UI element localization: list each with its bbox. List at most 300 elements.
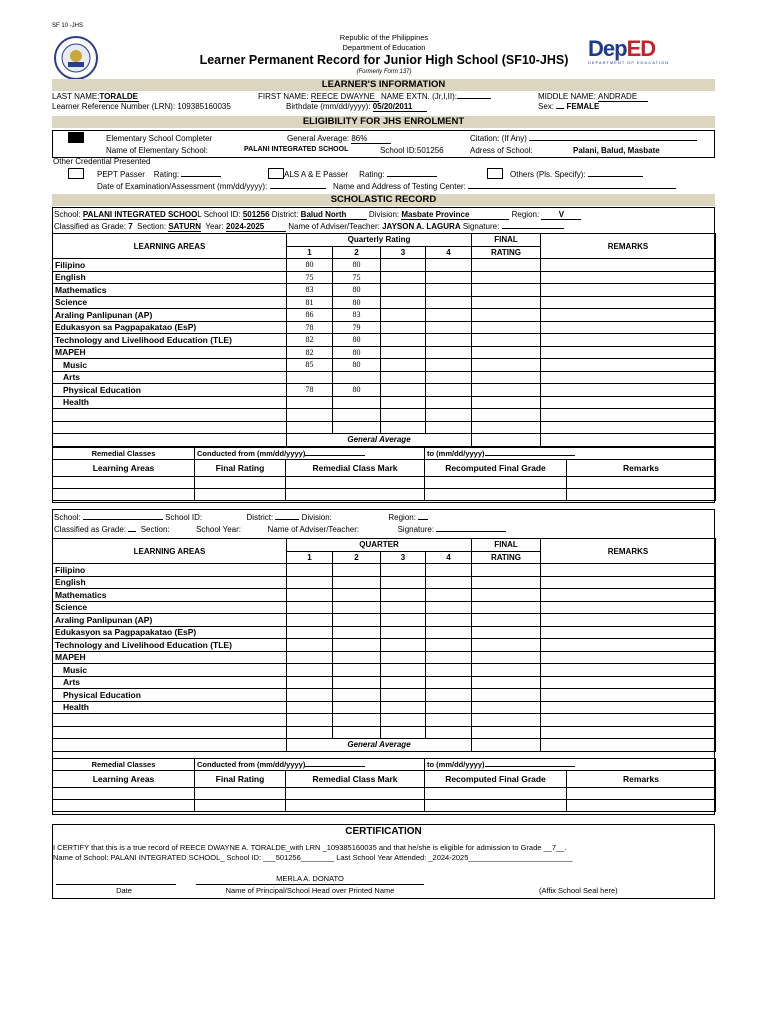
empty-cell[interactable] — [472, 421, 541, 434]
empty-grade-cell[interactable] — [381, 689, 426, 702]
empty-grade-cell[interactable] — [472, 271, 541, 284]
als-checkbox[interactable] — [268, 168, 284, 179]
grade-cell-q1[interactable]: 83 — [287, 284, 333, 297]
general-average-label: General Average — [287, 434, 472, 447]
record2-remedial-title: Remedial Classes — [53, 759, 195, 771]
record1-grades-table — [52, 233, 716, 447]
record1-grade-row — [54, 222, 564, 232]
empty-grade-cell[interactable] — [426, 271, 472, 284]
empty-grade-cell[interactable] — [426, 564, 472, 577]
record1-rem-cell[interactable] — [567, 489, 716, 501]
record1-rem-mark: Remedial Class Mark — [286, 460, 425, 477]
empty-grade-cell[interactable] — [426, 321, 472, 334]
subject-cell: MAPEH — [53, 346, 287, 359]
empty-grade-cell[interactable] — [541, 626, 716, 639]
birthdate-row — [286, 102, 427, 112]
record1-remedial-conducted — [195, 448, 425, 460]
first-name-row — [258, 92, 491, 102]
empty-grade-cell[interactable] — [333, 664, 381, 677]
grade-cell-q2[interactable]: 83 — [333, 309, 381, 322]
empty-grade-cell[interactable] — [541, 334, 716, 347]
grade-cell-q1[interactable]: 81 — [287, 296, 333, 309]
record2-rem-cell[interactable] — [286, 800, 425, 812]
subject-cell: Science — [53, 601, 287, 614]
record2-school-label: School: — [54, 513, 81, 522]
subject-cell: Edukasyon sa Pagpapakatao (EsP) — [53, 321, 287, 334]
empty-grade-cell[interactable] — [287, 626, 333, 639]
grade-cell-q2[interactable] — [333, 396, 381, 409]
principal-name: MERLA A. DONATO — [276, 874, 344, 883]
record1-rem-cell[interactable] — [195, 477, 286, 489]
empty-grade-cell[interactable] — [472, 259, 541, 272]
grade-cell-q2[interactable]: 80 — [333, 296, 381, 309]
empty-grade-cell[interactable] — [381, 396, 426, 409]
record1-school-row — [54, 210, 581, 220]
empty-grade-cell[interactable] — [472, 664, 541, 677]
empty-cell[interactable] — [333, 726, 381, 739]
grade-cell-q1[interactable]: 78 — [287, 321, 333, 334]
empty-grade-cell[interactable] — [426, 689, 472, 702]
empty-grade-cell[interactable] — [381, 576, 426, 589]
record2-q1-header: 1 — [287, 551, 333, 564]
als-rating-value — [387, 176, 437, 177]
scholastic-record-bar: SCHOLASTIC RECORD — [52, 194, 715, 206]
empty-grade-cell[interactable] — [381, 639, 426, 652]
table-row — [53, 346, 716, 359]
middle-name-value: ANDRADE — [598, 92, 648, 102]
record2-conducted-label: Conducted from (mm/dd/yyyy) — [197, 760, 306, 769]
empty-grade-cell[interactable] — [381, 259, 426, 272]
empty-grade-cell[interactable] — [541, 271, 716, 284]
record1-rem-cell[interactable] — [425, 477, 567, 489]
citation-label: Citation: (If Any) — [470, 134, 527, 143]
table-row — [53, 689, 716, 702]
empty-grade-cell[interactable] — [381, 564, 426, 577]
record1-school-label: School: — [54, 210, 81, 219]
empty-grade-cell[interactable] — [472, 371, 541, 384]
empty-cell[interactable] — [287, 421, 333, 434]
table-row — [53, 359, 716, 372]
empty-grade-cell[interactable] — [381, 334, 426, 347]
empty-grade-cell[interactable] — [426, 296, 472, 309]
empty-cell[interactable] — [53, 409, 287, 422]
record2-learning-areas-header: LEARNING AREAS — [53, 539, 287, 564]
seal-label: (Affix School Seal here) — [539, 886, 618, 895]
empty-grade-cell[interactable] — [426, 334, 472, 347]
empty-grade-cell[interactable] — [472, 396, 541, 409]
empty-grade-cell[interactable] — [381, 271, 426, 284]
empty-grade-cell[interactable] — [426, 651, 472, 664]
empty-grade-cell[interactable] — [472, 651, 541, 664]
subject-cell: Araling Panlipunan (AP) — [53, 309, 287, 322]
empty-grade-cell[interactable] — [333, 589, 381, 602]
table-row — [53, 284, 716, 297]
grade-cell-q1[interactable]: 86 — [287, 309, 333, 322]
grade-cell-q1[interactable] — [287, 371, 333, 384]
empty-grade-cell[interactable] — [381, 309, 426, 322]
empty-grade-cell[interactable] — [333, 676, 381, 689]
empty-grade-cell[interactable] — [426, 309, 472, 322]
general-average-value[interactable] — [472, 739, 541, 752]
empty-grade-cell[interactable] — [426, 639, 472, 652]
empty-grade-cell[interactable] — [426, 664, 472, 677]
record2-q2-header: 2 — [333, 551, 381, 564]
record2-division-label: Division: — [301, 513, 332, 522]
table-row — [53, 651, 716, 664]
record1-rem-cell[interactable] — [286, 477, 425, 489]
others-checkbox[interactable] — [487, 168, 503, 179]
empty-cell[interactable] — [287, 714, 333, 727]
empty-grade-cell[interactable] — [426, 676, 472, 689]
empty-grade-cell[interactable] — [541, 564, 716, 577]
empty-grade-cell[interactable] — [333, 689, 381, 702]
empty-grade-cell[interactable] — [426, 614, 472, 627]
empty-grade-cell[interactable] — [472, 346, 541, 359]
table-row — [53, 384, 716, 397]
record1-school-suffix: L — [197, 210, 202, 219]
empty-grade-cell[interactable] — [333, 651, 381, 664]
grade-cell-q2[interactable]: 80 — [333, 384, 381, 397]
empty-grade-cell[interactable] — [472, 689, 541, 702]
general-average-value[interactable] — [541, 739, 716, 752]
empty-grade-cell[interactable] — [381, 321, 426, 334]
table-row — [53, 409, 716, 422]
empty-cell[interactable] — [541, 409, 716, 422]
empty-grade-cell[interactable] — [333, 614, 381, 627]
empty-grade-cell[interactable] — [333, 564, 381, 577]
empty-grade-cell[interactable] — [541, 576, 716, 589]
empty-cell[interactable] — [381, 726, 426, 739]
record2-remedial-to — [425, 759, 716, 771]
empty-cell[interactable] — [381, 409, 426, 422]
empty-grade-cell[interactable] — [541, 259, 716, 272]
record2-quarter-header: QUARTER — [287, 539, 472, 552]
record2-region-label: Region: — [388, 513, 416, 522]
empty-grade-cell[interactable] — [541, 601, 716, 614]
empty-cell[interactable] — [426, 726, 472, 739]
empty-grade-cell[interactable] — [541, 309, 716, 322]
empty-grade-cell[interactable] — [287, 614, 333, 627]
empty-grade-cell[interactable] — [541, 676, 716, 689]
sex-row — [538, 102, 599, 111]
grade-cell-q2[interactable]: 80 — [333, 334, 381, 347]
table-row — [53, 296, 716, 309]
empty-grade-cell[interactable] — [426, 626, 472, 639]
empty-grade-cell[interactable] — [472, 626, 541, 639]
grade-cell-q2[interactable]: 80 — [333, 284, 381, 297]
record2-rem-recomputed: Recomputed Final Grade — [425, 771, 567, 788]
date-signature-line — [56, 884, 176, 885]
empty-cell[interactable] — [541, 714, 716, 727]
grade-cell-q1[interactable]: 80 — [287, 259, 333, 272]
empty-cell[interactable] — [426, 421, 472, 434]
empty-grade-cell[interactable] — [333, 626, 381, 639]
empty-grade-cell[interactable] — [381, 359, 426, 372]
empty-grade-cell[interactable] — [381, 701, 426, 714]
birthdate-value: 05/20/2011 — [373, 102, 427, 112]
empty-grade-cell[interactable] — [287, 676, 333, 689]
empty-grade-cell[interactable] — [426, 601, 472, 614]
grade-cell-q2[interactable] — [333, 371, 381, 384]
grade-cell-q2[interactable]: 79 — [333, 321, 381, 334]
record2-section-label: Section: — [140, 525, 170, 534]
empty-grade-cell[interactable] — [541, 359, 716, 372]
last-name-row — [52, 92, 139, 102]
empty-grade-cell[interactable] — [472, 676, 541, 689]
empty-grade-cell[interactable] — [472, 309, 541, 322]
empty-grade-cell[interactable] — [472, 576, 541, 589]
empty-cell[interactable] — [472, 409, 541, 422]
sex-label: Sex: — [538, 102, 555, 111]
republic-text: Republic of the Philippines — [339, 33, 429, 42]
empty-cell[interactable] — [541, 726, 716, 739]
exam-date-value — [270, 188, 326, 189]
record2-rem-cell[interactable] — [567, 800, 716, 812]
grade-cell-q2[interactable]: 75 — [333, 271, 381, 284]
empty-grade-cell[interactable] — [472, 359, 541, 372]
empty-grade-cell[interactable] — [426, 259, 472, 272]
empty-grade-cell[interactable] — [381, 296, 426, 309]
record2-rem-cell[interactable] — [425, 800, 567, 812]
citation-value — [529, 140, 697, 141]
empty-grade-cell[interactable] — [287, 589, 333, 602]
record1-adviser-label: Name of Adviser/Teacher: — [288, 222, 380, 231]
empty-grade-cell[interactable] — [472, 284, 541, 297]
empty-grade-cell[interactable] — [472, 639, 541, 652]
empty-grade-cell[interactable] — [381, 626, 426, 639]
last-name-value: TORALDE — [99, 92, 138, 101]
record2-year-label: School Year: — [196, 525, 242, 534]
exam-date-row — [97, 182, 326, 191]
grade-cell-q1[interactable]: 82 — [287, 346, 333, 359]
others-value — [588, 176, 643, 177]
empty-cell[interactable] — [472, 714, 541, 727]
empty-grade-cell[interactable] — [541, 384, 716, 397]
record1-rem-cell[interactable] — [195, 489, 286, 501]
birthdate-label: Birthdate (mm/dd/yyyy): — [286, 102, 371, 111]
empty-grade-cell[interactable] — [472, 321, 541, 334]
empty-cell[interactable] — [426, 409, 472, 422]
record2-final-header: FINAL — [472, 539, 541, 552]
empty-cell[interactable] — [53, 726, 287, 739]
general-average-value[interactable] — [541, 434, 716, 447]
table-row — [53, 714, 716, 727]
empty-grade-cell[interactable] — [287, 639, 333, 652]
record2-rem-cell[interactable] — [567, 788, 716, 800]
elem-completer-label: Elementary School Completer — [106, 134, 213, 143]
record1-school-value: PALANI INTEGRATED SCHOO — [82, 210, 198, 219]
empty-grade-cell[interactable] — [541, 664, 716, 677]
other-credential-label: Other Credential Presented — [53, 157, 151, 166]
empty-grade-cell[interactable] — [426, 284, 472, 297]
others-label: Others (Pls. Specify): — [510, 170, 586, 179]
empty-grade-cell[interactable] — [541, 589, 716, 602]
empty-grade-cell[interactable] — [381, 651, 426, 664]
certification-line2: Name of School: PALANI INTEGRATED SCHOOL_ School ID: ___501256________ Last School Year Attended: _2024-2025_________________________ — [53, 853, 573, 862]
record2-rem-cell[interactable] — [53, 800, 195, 812]
empty-grade-cell[interactable] — [381, 664, 426, 677]
empty-grade-cell[interactable] — [472, 296, 541, 309]
record1-learning-areas-header: LEARNING AREAS — [53, 234, 287, 259]
testing-center-value — [468, 188, 676, 189]
table-row — [53, 309, 716, 322]
record1-q1-header: 1 — [287, 246, 333, 259]
empty-grade-cell[interactable] — [426, 396, 472, 409]
pept-checkbox[interactable] — [68, 168, 84, 179]
empty-grade-cell[interactable] — [287, 664, 333, 677]
empty-grade-cell[interactable] — [541, 639, 716, 652]
empty-grade-cell[interactable] — [472, 384, 541, 397]
record1-rem-cell[interactable] — [286, 489, 425, 501]
elem-completer-checkbox[interactable] — [68, 132, 84, 143]
empty-grade-cell[interactable] — [287, 576, 333, 589]
empty-cell[interactable] — [333, 421, 381, 434]
empty-cell[interactable] — [333, 714, 381, 727]
record2-region-value — [418, 519, 428, 520]
exam-date-label: Date of Examination/Assessment (mm/dd/yyyy): — [97, 182, 268, 191]
record1-rem-cell[interactable] — [567, 477, 716, 489]
empty-grade-cell[interactable] — [333, 601, 381, 614]
last-name-label: LAST NAME: — [52, 92, 100, 101]
empty-grade-cell[interactable] — [472, 601, 541, 614]
empty-grade-cell[interactable] — [472, 564, 541, 577]
grade-cell-q2[interactable]: 80 — [333, 359, 381, 372]
elem-school-value: PALANI INTEGRATED SCHOOL — [244, 146, 349, 153]
subject-cell: Filipino — [53, 564, 287, 577]
empty-grade-cell[interactable] — [426, 371, 472, 384]
record2-signature-value — [436, 531, 506, 532]
record1-conducted-label: Conducted from (mm/dd/yyyy) — [197, 449, 306, 458]
empty-grade-cell[interactable] — [541, 296, 716, 309]
empty-grade-cell[interactable] — [541, 371, 716, 384]
grade-cell-q1[interactable]: 75 — [287, 271, 333, 284]
formerly-text: (Formerly Form 137) — [356, 69, 412, 75]
empty-grade-cell[interactable] — [426, 589, 472, 602]
empty-grade-cell[interactable] — [426, 346, 472, 359]
record2-rem-cell[interactable] — [195, 800, 286, 812]
grade-cell-q2[interactable]: 80 — [333, 346, 381, 359]
record2-rem-mark: Remedial Class Mark — [286, 771, 425, 788]
general-average-blank — [53, 739, 287, 752]
empty-grade-cell[interactable] — [381, 601, 426, 614]
empty-grade-cell[interactable] — [381, 284, 426, 297]
empty-grade-cell[interactable] — [541, 614, 716, 627]
principal-signature-line — [196, 884, 424, 885]
empty-grade-cell[interactable] — [287, 651, 333, 664]
grade-cell-q1[interactable]: 85 — [287, 359, 333, 372]
record2-rem-cell[interactable] — [195, 788, 286, 800]
record2-rem-cell[interactable] — [53, 788, 195, 800]
empty-grade-cell[interactable] — [472, 614, 541, 627]
empty-grade-cell[interactable] — [287, 601, 333, 614]
address-value: Palani, Balud, Masbate — [573, 146, 660, 155]
record1-rem-cell[interactable] — [53, 477, 195, 489]
grade-cell-q2[interactable]: 80 — [333, 259, 381, 272]
empty-grade-cell[interactable] — [472, 334, 541, 347]
empty-grade-cell[interactable] — [333, 701, 381, 714]
subject-cell: Arts — [53, 371, 287, 384]
record1-rem-cell[interactable] — [425, 489, 567, 501]
table-row — [53, 421, 716, 434]
empty-cell[interactable] — [381, 421, 426, 434]
empty-grade-cell[interactable] — [472, 589, 541, 602]
empty-cell[interactable] — [333, 409, 381, 422]
empty-cell[interactable] — [381, 714, 426, 727]
empty-grade-cell[interactable] — [381, 676, 426, 689]
empty-cell[interactable] — [426, 714, 472, 727]
empty-grade-cell[interactable] — [541, 396, 716, 409]
general-average-value[interactable] — [472, 434, 541, 447]
subject-cell: MAPEH — [53, 651, 287, 664]
empty-grade-cell[interactable] — [426, 384, 472, 397]
subject-cell: Music — [53, 664, 287, 677]
empty-grade-cell[interactable] — [541, 284, 716, 297]
empty-grade-cell[interactable] — [541, 701, 716, 714]
empty-grade-cell[interactable] — [381, 384, 426, 397]
grade-cell-q1[interactable]: 82 — [287, 334, 333, 347]
certification-line1: I CERTIFY that this is a true record of REECE DWAYNE A. TORALDE_with LRN _109385160035 and that he/she is eligible for admission to Grade __7__. — [53, 843, 567, 852]
record1-q4-header: 4 — [426, 246, 472, 259]
empty-grade-cell[interactable] — [287, 564, 333, 577]
empty-grade-cell[interactable] — [333, 576, 381, 589]
empty-cell[interactable] — [541, 421, 716, 434]
record2-rem-cell[interactable] — [286, 788, 425, 800]
empty-cell[interactable] — [287, 726, 333, 739]
empty-grade-cell[interactable] — [541, 346, 716, 359]
empty-grade-cell[interactable] — [541, 321, 716, 334]
record1-remarks-header: REMARKS — [541, 234, 716, 259]
record1-to-label: to (mm/dd/yyyy) — [427, 449, 485, 458]
pept-rating-label: Rating: — [153, 170, 180, 179]
grade-cell-q1[interactable]: 78 — [287, 384, 333, 397]
empty-grade-cell[interactable] — [426, 701, 472, 714]
empty-cell[interactable] — [53, 421, 287, 434]
subject-cell: Araling Panlipunan (AP) — [53, 614, 287, 627]
empty-cell[interactable] — [53, 714, 287, 727]
empty-grade-cell[interactable] — [426, 576, 472, 589]
record1-region-label: Region: — [511, 210, 540, 219]
name-extn-label: NAME EXTN. (Jr,I,II): — [381, 92, 458, 101]
empty-cell[interactable] — [287, 409, 333, 422]
empty-grade-cell[interactable] — [381, 589, 426, 602]
principal-label: Name of Principal/School Head over Printed Name — [225, 886, 395, 895]
first-name-value: REECE DWAYNE — [311, 92, 379, 102]
empty-grade-cell[interactable] — [381, 346, 426, 359]
record2-rem-learning-areas: Learning Areas — [53, 771, 195, 788]
empty-grade-cell[interactable] — [381, 614, 426, 627]
empty-grade-cell[interactable] — [381, 371, 426, 384]
table-row — [53, 626, 716, 639]
record1-rem-cell[interactable] — [53, 489, 195, 501]
record2-school-id-label: School ID: — [165, 513, 203, 522]
elem-school-id-value: 501256 — [416, 146, 444, 155]
empty-grade-cell[interactable] — [426, 359, 472, 372]
citation-row — [470, 134, 697, 143]
grade-cell-q1[interactable] — [287, 396, 333, 409]
empty-grade-cell[interactable] — [333, 639, 381, 652]
empty-grade-cell[interactable] — [287, 689, 333, 702]
record2-rem-cell[interactable] — [425, 788, 567, 800]
subject-cell: Mathematics — [53, 284, 287, 297]
empty-grade-cell[interactable] — [287, 701, 333, 714]
empty-grade-cell[interactable] — [541, 651, 716, 664]
empty-grade-cell[interactable] — [541, 689, 716, 702]
empty-grade-cell[interactable] — [472, 701, 541, 714]
record2-grade-value — [128, 531, 136, 532]
general-average-row — [53, 739, 716, 752]
empty-cell[interactable] — [472, 726, 541, 739]
record2-district-label: District: — [246, 513, 274, 522]
